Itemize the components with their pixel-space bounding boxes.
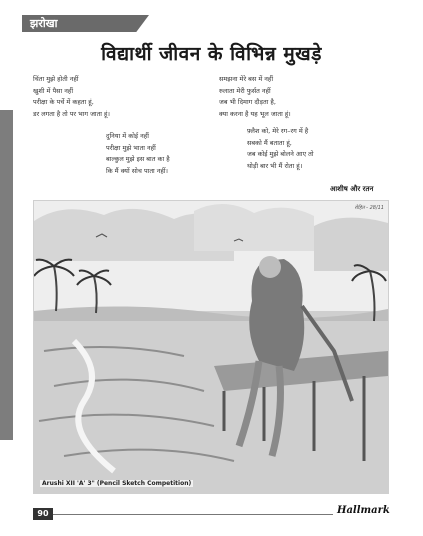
poem-line: क्या करना है यह भूल जाता हूं।	[219, 109, 291, 118]
pencil-sketch-image	[33, 200, 389, 494]
poem-line: परीक्षा मुझे भाता नहीं	[106, 143, 156, 152]
footer-divider	[53, 514, 333, 515]
brand-logo: Hallmark	[337, 505, 390, 516]
section-label: झरोखा	[30, 17, 58, 30]
poem-line: चिंता मुझे होती नहीं	[33, 75, 79, 83]
page-title: विद्यार्थी जीवन के विभिन्न मुखड़े	[101, 43, 322, 65]
sketch-drawing	[34, 201, 388, 493]
poem-line: बाल्कुल मुझे इस बात का है	[106, 155, 170, 163]
poem-stanza-3	[106, 131, 170, 177]
poem-line: दुनिया में कोई नहीं	[106, 132, 149, 140]
poem-stanza-1	[33, 74, 110, 120]
poem-line: जब कोई मुझे बोलने आए तो	[247, 150, 314, 158]
poem-line: फ़्लैश को, मेरे रग–रग में है	[247, 127, 309, 135]
sketch-caption: Arushi XII 'A' 3" (Pencil Sketch Competition)	[42, 480, 192, 487]
poem-line: रुलाता मेरी फुर्सत नहीं	[219, 86, 271, 95]
poem-line: सबको मैं बताता हूं,	[247, 138, 292, 147]
side-accent-bar	[0, 110, 13, 440]
poem-stanza-4	[247, 126, 314, 172]
poem-line: खुशी में पैसा नहीं	[33, 86, 74, 95]
poem-author: आशीष और रतन	[330, 185, 374, 193]
poem-line: डर लगता है तो पर भाग जाता हूं।	[33, 109, 110, 118]
sketch-signature: रोहित - 28/11	[354, 205, 384, 211]
poem-stanza-2	[219, 74, 291, 120]
poem-line: कि मैं क्यों सोच पाता नहीं।	[106, 166, 168, 175]
poem-line: जब भी दिमाग दौड़ता है,	[219, 98, 276, 106]
poem-line: समझना मेरे बस में नहीं	[219, 75, 274, 83]
poem-line: परीक्षा के पर्चे में कहता हूं,	[33, 98, 94, 106]
poem-line: थोड़ी बार भी मैं रोता हूं।	[247, 161, 303, 170]
page-number: 90	[33, 508, 53, 520]
